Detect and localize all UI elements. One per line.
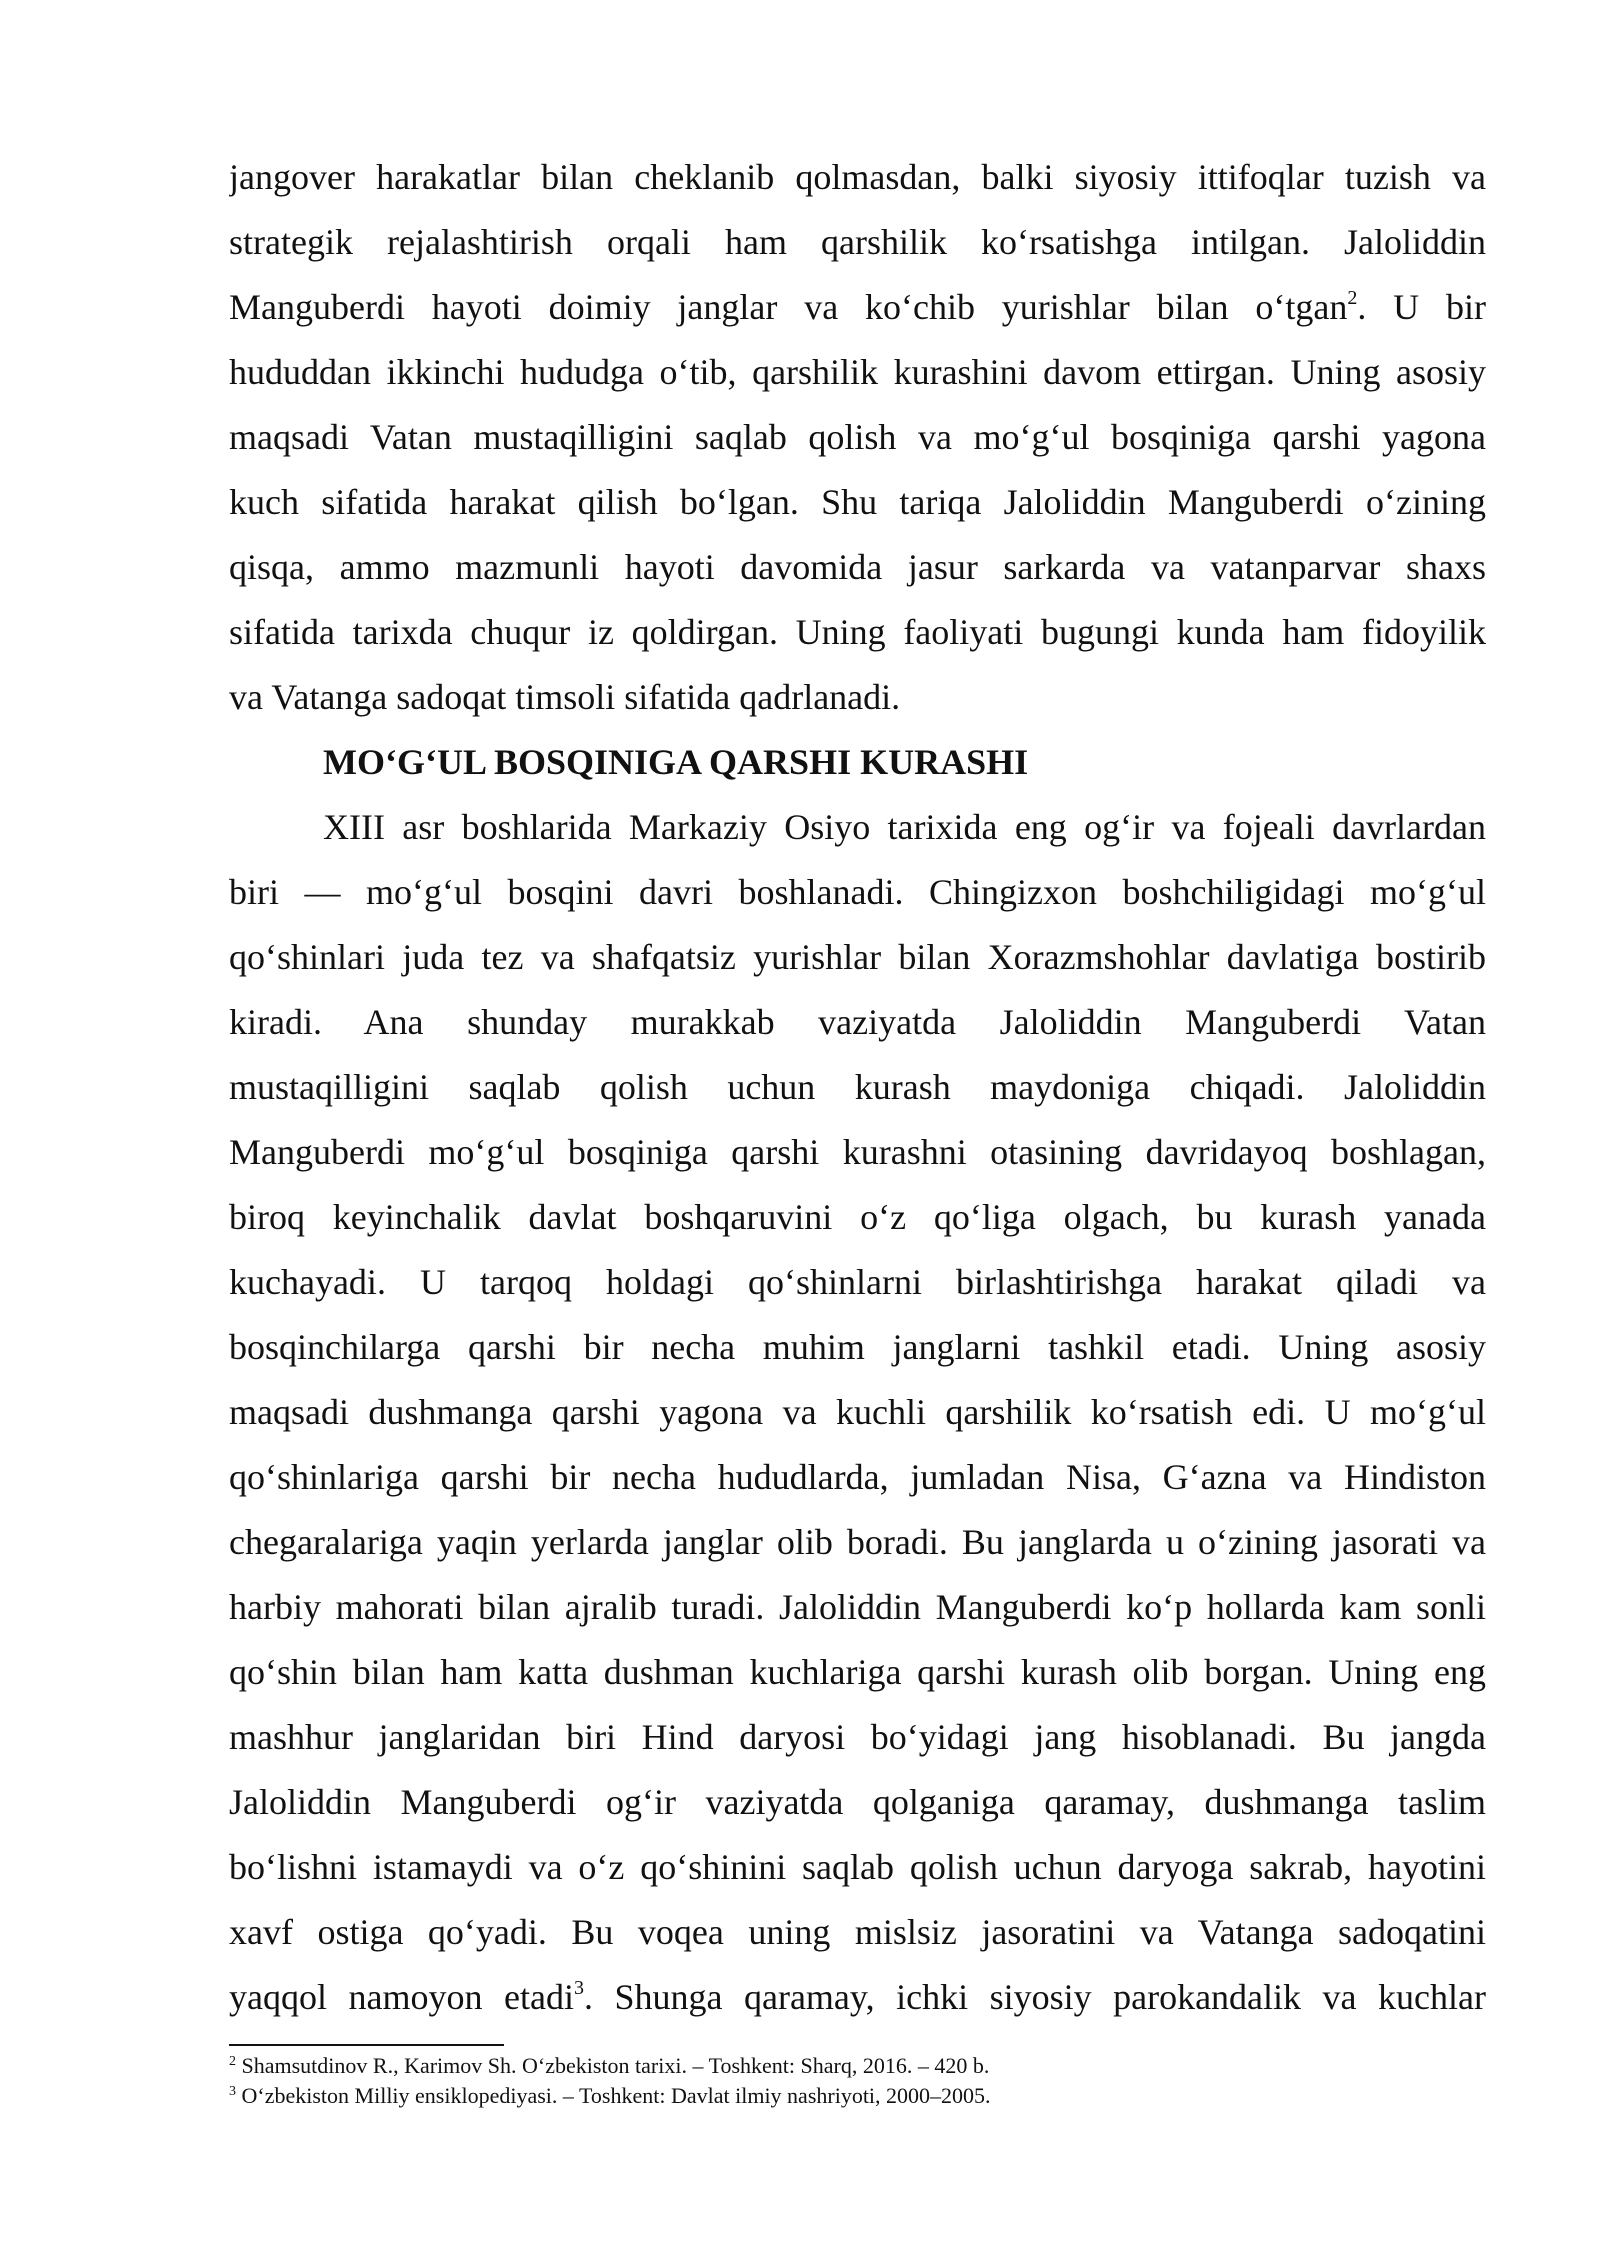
footnotes <box>229 2052 1486 2112</box>
paragraph-line: hududdan ikkinchi hududga o‘tib, qarshilik kurashini davom ettirgan. Uning asosiy <box>229 352 1486 392</box>
footnote-number: 3 <box>229 2084 236 2099</box>
footnote-separator <box>229 2044 504 2046</box>
paragraph-line: qo‘shin bilan ham katta dushman kuchlariga qarshi kurash olib borgan. Uning eng <box>229 1652 1486 1692</box>
paragraph-line: sifatida tarixda chuqur iz qoldirgan. Uning faoliyati bugungi kunda ham fidoyilik <box>229 612 1486 652</box>
section-heading: MO‘G‘UL BOSQINIGA QARSHI KURASHI <box>323 742 1029 782</box>
footnote-item <box>229 2082 1486 2112</box>
paragraph-line: bo‘lishni istamaydi va o‘z qo‘shinini saqlab qolish uchun daryoga sakrab, hayotini <box>229 1847 1486 1887</box>
line-text: Manguberdi hayoti doimiy janglar va ko‘chib yurishlar bilan o‘tgan <box>229 287 1348 327</box>
paragraph-line: XIII asr boshlarida Markaziy Osiyo tarixida eng og‘ir va fojeali davrlardan <box>323 807 1486 847</box>
paragraph-line: harbiy mahorati bilan ajralib turadi. Jaloliddin Manguberdi ko‘p hollarda kam sonli <box>229 1587 1486 1627</box>
paragraph-line: Jaloliddin Manguberdi og‘ir vaziyatda qolganiga qaramay, dushmanga taslim <box>229 1782 1486 1822</box>
footnote-text: Shamsutdinov R., Karimov Sh. O‘zbekiston tarixi. – Toshkent: Sharq, 2016. – 420 b. <box>236 2053 990 2078</box>
line-text: . U bir <box>1357 287 1486 327</box>
body-text <box>229 146 1486 2031</box>
paragraph-line: jangover harakatlar bilan cheklanib qolmasdan, balki siyosiy ittifoqlar tuzish va <box>229 157 1486 197</box>
paragraph-line: bosqinchilarga qarshi bir necha muhim janglarni tashkil etadi. Uning asosiy <box>229 1327 1486 1367</box>
footnote-ref[interactable]: 3 <box>573 1977 584 1999</box>
paragraph-line: maqsadi dushmanga qarshi yagona va kuchli qarshilik ko‘rsatish edi. U mo‘g‘ul <box>229 1392 1486 1432</box>
paragraph-line: kuch sifatida harakat qilish bo‘lgan. Shu tariqa Jaloliddin Manguberdi o‘zining <box>229 482 1486 522</box>
paragraph-line: xavf ostiga qo‘yadi. Bu voqea uning mislsiz jasoratini va Vatanga sadoqatini <box>229 1912 1486 1952</box>
paragraph-line: va Vatanga sadoqat timsoli sifatida qadrlanadi. <box>229 677 901 717</box>
paragraph-line: mashhur janglaridan biri Hind daryosi bo‘yidagi jang hisoblanadi. Bu jangda <box>229 1717 1486 1757</box>
line-text: . Shunga qaramay, ichki siyosiy parokandalik va kuchlar <box>583 1977 1486 2017</box>
line-text: yaqqol namoyon etadi <box>229 1977 574 2017</box>
paragraph-line: kuchayadi. U tarqoq holdagi qo‘shinlarni birlashtirishga harakat qiladi va <box>229 1262 1486 1302</box>
footnote-number: 2 <box>229 2054 236 2069</box>
paragraph-line: qo‘shinlariga qarshi bir necha hududlarda, jumladan Nisa, G‘azna va Hindiston <box>229 1457 1486 1497</box>
paragraph-line: biroq keyinchalik davlat boshqaruvini o‘z qo‘liga olgach, bu kurash yanada <box>229 1197 1486 1237</box>
paragraph-line: mustaqilligini saqlab qolish uchun kurash maydoniga chiqadi. Jaloliddin <box>229 1067 1486 1107</box>
paragraph-line: kiradi. Ana shunday murakkab vaziyatda Jaloliddin Manguberdi Vatan <box>229 1002 1486 1042</box>
paragraph-line: Manguberdi mo‘g‘ul bosqiniga qarshi kurashni otasining davridayoq boshlagan, <box>229 1132 1486 1172</box>
paragraph-line: chegaralariga yaqin yerlarda janglar olib boradi. Bu janglarda u o‘zining jasorati va <box>229 1522 1486 1562</box>
paragraph-line-with-footnote <box>229 276 1486 341</box>
paragraph-line: maqsadi Vatan mustaqilligini saqlab qolish va mo‘g‘ul bosqiniga qarshi yagona <box>229 417 1486 457</box>
paragraph-line: strategik rejalashtirish orqali ham qarshilik ko‘rsatishga intilgan. Jaloliddin <box>229 222 1486 262</box>
footnote-item <box>229 2052 1486 2082</box>
paragraph-line: qisqa, ammo mazmunli hayoti davomida jasur sarkarda va vatanparvar shaxs <box>229 547 1486 587</box>
paragraph-line: qo‘shinlari juda tez va shafqatsiz yurishlar bilan Xorazmshohlar davlatiga bostirib <box>229 937 1486 977</box>
footnote-text: O‘zbekiston Milliy ensiklopediyasi. – Toshkent: Davlat ilmiy nashriyoti, 2000–2005. <box>236 2083 991 2108</box>
paragraph-line: biri — mo‘g‘ul bosqini davri boshlanadi. Chingizxon boshchiligidagi mo‘g‘ul <box>229 872 1486 912</box>
paragraph-line-with-footnote <box>229 1966 1486 2031</box>
footnote-ref[interactable]: 2 <box>1347 287 1358 309</box>
